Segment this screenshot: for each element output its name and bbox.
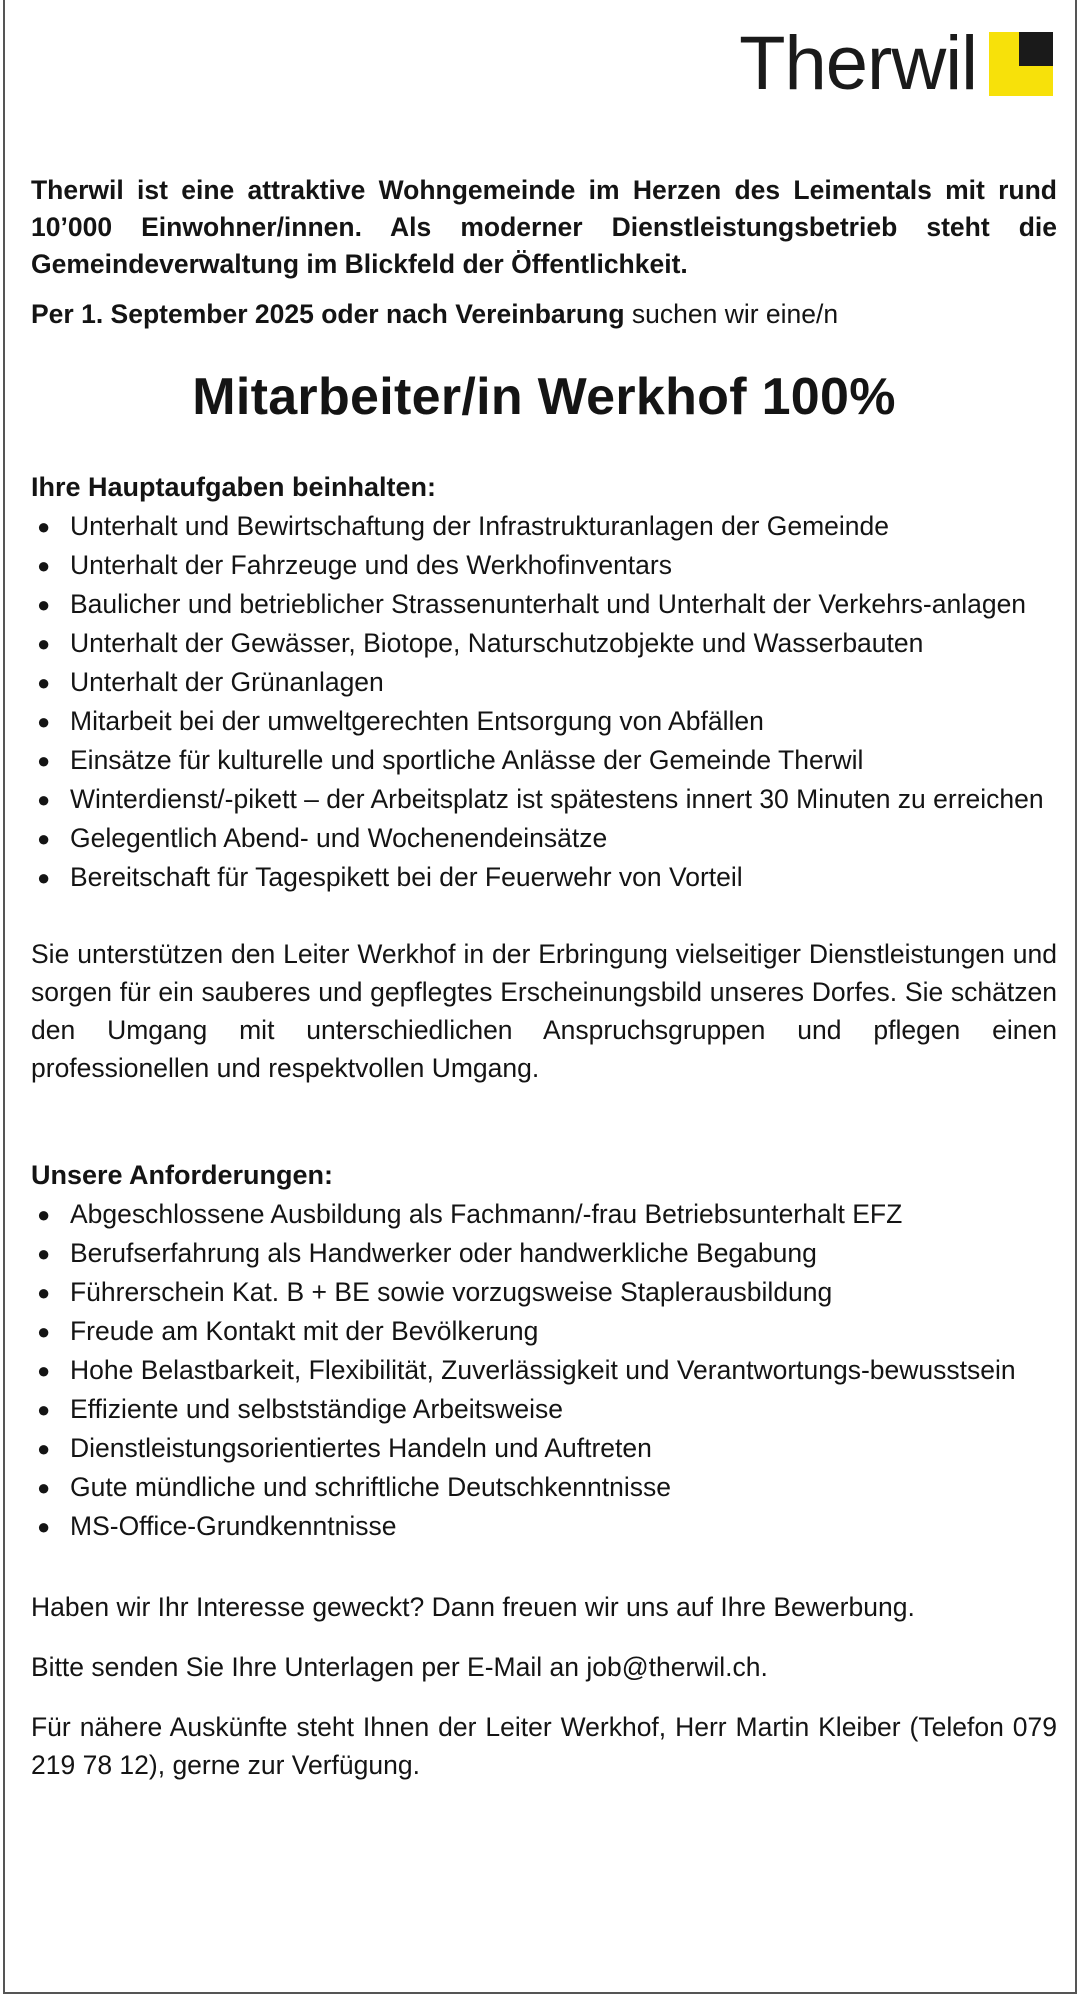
- job-title: Mitarbeiter/in Werkhof 100%: [192, 368, 896, 426]
- bullet-icon: ●: [37, 1319, 51, 1344]
- bullet-icon: ●: [37, 1514, 51, 1539]
- job-ad-content: [31, 172, 1057, 1784]
- bullet-icon: ●: [37, 709, 51, 734]
- start-date-line: [31, 295, 1057, 333]
- requirement-item: [31, 1429, 1057, 1468]
- task-item: [31, 507, 1057, 546]
- therwil-logo: [739, 21, 1053, 106]
- task-text: Einsätze für kulturelle und sportliche Anlässe der Gemeinde Therwil: [70, 745, 864, 775]
- bullet-icon: ●: [37, 670, 51, 695]
- requirement-text: Führerschein Kat. B + BE sowie vorzugsweise Staplerausbildung: [70, 1277, 833, 1307]
- task-text: Unterhalt der Fahrzeuge und des Werkhofinventars: [70, 550, 672, 580]
- requirement-text: Abgeschlossene Ausbildung als Fachmann/-frau Betriebsunterhalt EFZ: [70, 1199, 903, 1229]
- bullet-icon: ●: [37, 1397, 51, 1422]
- task-item: [31, 702, 1057, 741]
- task-item: [31, 819, 1057, 858]
- task-text: Mitarbeit bei der umweltgerechten Entsorgung von Abfällen: [70, 706, 764, 736]
- task-item: [31, 858, 1057, 897]
- task-item: [31, 624, 1057, 663]
- task-item: [31, 780, 1057, 819]
- requirement-text: Gute mündliche und schriftliche Deutschkenntnisse: [70, 1472, 671, 1502]
- bullet-icon: ●: [37, 826, 51, 851]
- task-text: Gelegentlich Abend- und Wochenendeinsätze: [70, 823, 608, 853]
- bullet-icon: ●: [37, 592, 51, 617]
- logo-square-icon: [989, 32, 1053, 96]
- requirement-text: Berufserfahrung als Handwerker oder handwerkliche Begabung: [70, 1238, 817, 1268]
- description-paragraph: Sie unterstützen den Leiter Werkhof in der Erbringung vielseitiger Dienstleistungen und sorgen für ein sauberes und gepflegtes Erscheinungsbild unseres Dorfes. Sie schätzen den Umgang mit unterschiedlichen Anspruchsgruppen und pflegen einen professionellen und respektvollen Umgang.: [31, 939, 1057, 1083]
- bullet-icon: ●: [37, 553, 51, 578]
- requirement-item: [31, 1390, 1057, 1429]
- task-text: Unterhalt der Gewässer, Biotope, Naturschutzobjekte und Wasserbauten: [70, 628, 924, 658]
- requirement-text: Freude am Kontakt mit der Bevölkerung: [70, 1316, 539, 1346]
- task-item: [31, 546, 1057, 585]
- requirements-list: [31, 1195, 1057, 1546]
- task-text: Unterhalt der Grünanlagen: [70, 667, 384, 697]
- task-text: Bereitschaft für Tagespikett bei der Feuerwehr von Vorteil: [70, 862, 743, 892]
- tasks-list: [31, 507, 1057, 897]
- bullet-icon: ●: [37, 865, 51, 890]
- bullet-icon: ●: [37, 514, 51, 539]
- bullet-icon: ●: [37, 1436, 51, 1461]
- task-item: [31, 585, 1057, 624]
- bullet-icon: ●: [37, 1475, 51, 1500]
- requirement-item: [31, 1468, 1057, 1507]
- bullet-icon: ●: [37, 1358, 51, 1383]
- requirement-item: [31, 1234, 1057, 1273]
- requirement-text: Dienstleistungsorientiertes Handeln und Auftreten: [70, 1433, 652, 1463]
- task-item: [31, 663, 1057, 702]
- intro-text: Therwil ist eine attraktive Wohngemeinde im Herzen des Leimentals mit rund 10’000 Einwohner/innen. Als moderner Dienstleistungsbetrieb steht die Gemeindeverwaltung im Blickfeld der Öffentlichkeit.: [31, 175, 1057, 279]
- task-text: Winterdienst/-pikett – der Arbeitsplatz ist spätestens innert 30 Minuten zu erreichen: [70, 784, 1044, 814]
- bullet-icon: ●: [37, 748, 51, 773]
- requirement-text: Effiziente und selbstständige Arbeitsweise: [70, 1394, 564, 1424]
- logo-wordmark: Therwil: [739, 21, 977, 106]
- requirement-text: Hohe Belastbarkeit, Flexibilität, Zuverlässigkeit und Verantwortungs-bewusstsein: [70, 1355, 1016, 1385]
- bullet-icon: ●: [37, 1280, 51, 1305]
- tasks-heading: Ihre Hauptaufgaben beinhalten:: [31, 472, 437, 502]
- requirement-item: [31, 1351, 1057, 1390]
- requirements-heading: Unsere Anforderungen:: [31, 1160, 334, 1190]
- interest-text: Haben wir Ihr Interesse geweckt? Dann freuen wir uns auf Ihre Bewerbung.: [31, 1592, 915, 1622]
- bullet-icon: ●: [37, 787, 51, 812]
- requirement-text: MS-Office-Grundkenntnisse: [70, 1511, 397, 1541]
- send-application-text: Bitte senden Sie Ihre Unterlagen per E-Mail an job@therwil.ch.: [31, 1652, 768, 1682]
- start-date: Per 1. September 2025 oder nach Vereinbarung: [31, 299, 625, 329]
- task-item: [31, 741, 1057, 780]
- requirement-item: [31, 1195, 1057, 1234]
- contact-text: Für nähere Auskünfte steht Ihnen der Leiter Werkhof, Herr Martin Kleiber (Telefon 079 219 78 12), gerne zur Verfügung.: [31, 1712, 1057, 1780]
- requirement-item: [31, 1507, 1057, 1546]
- task-text: Unterhalt und Bewirtschaftung der Infrastrukturanlagen der Gemeinde: [70, 511, 890, 541]
- bullet-icon: ●: [37, 631, 51, 656]
- task-text: Baulicher und betrieblicher Strassenunterhalt und Unterhalt der Verkehrs-anlagen: [70, 589, 1027, 619]
- start-date-suffix: suchen wir eine/n: [624, 299, 839, 329]
- bullet-icon: ●: [37, 1202, 51, 1227]
- requirement-item: [31, 1273, 1057, 1312]
- requirement-item: [31, 1312, 1057, 1351]
- bullet-icon: ●: [37, 1241, 51, 1266]
